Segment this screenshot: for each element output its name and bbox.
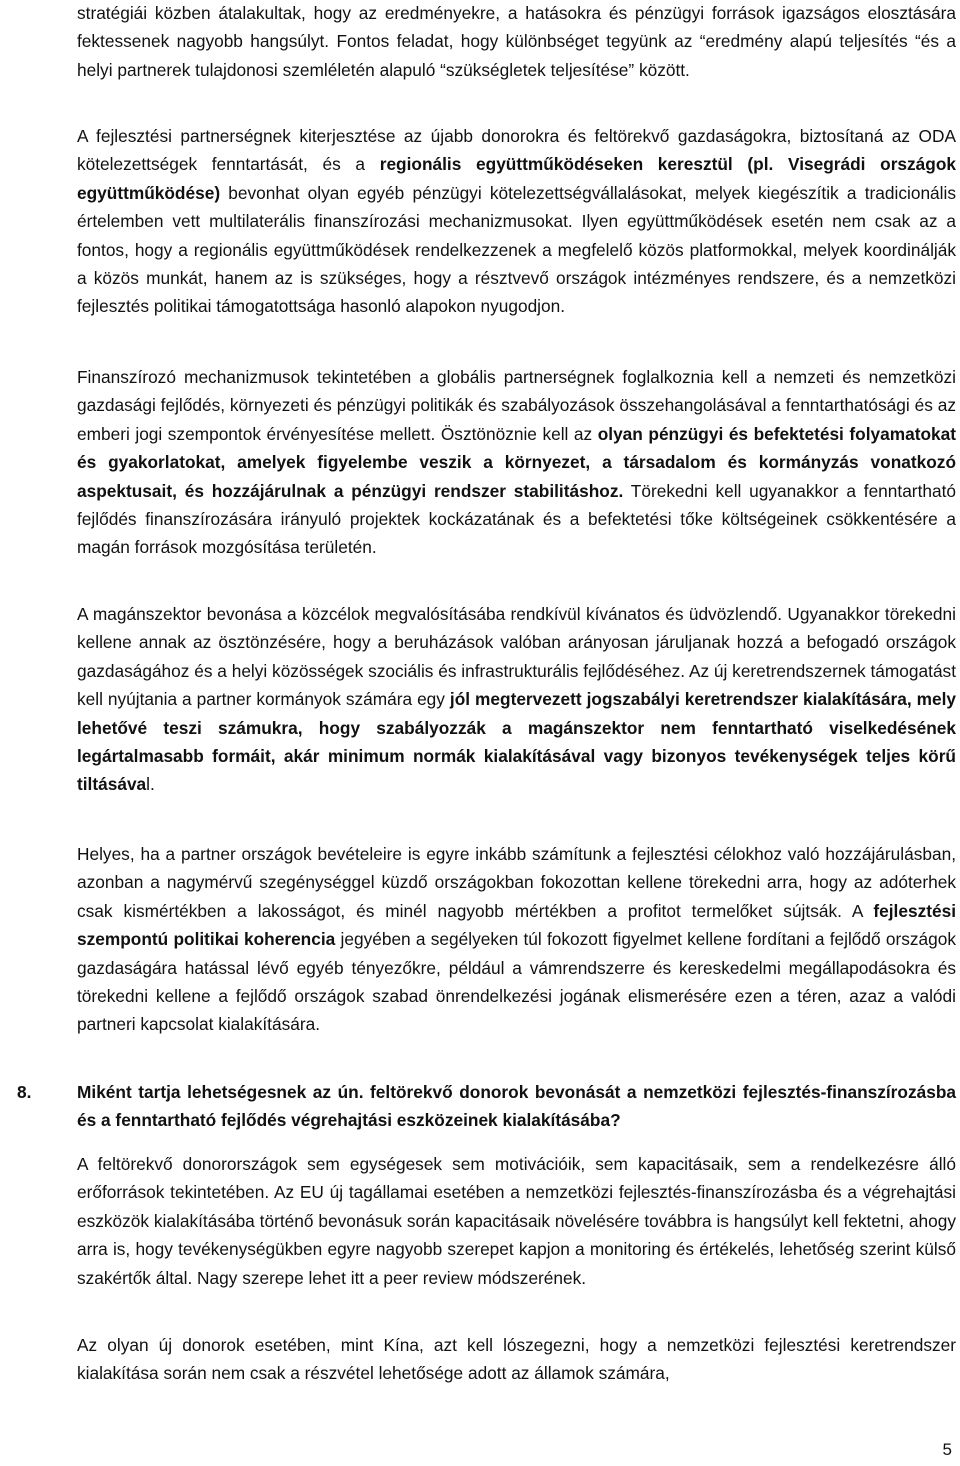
text-run: jegyében a segélyeken túl fokozott figyelmet kellene fordítani a fejlődő országok gazdaságára hatással lévő egyéb tényezőkre, például a vámrendszerre és kereskedelmi megállapodásokra és törekedni kellene a fejlődő országok szabad önrendelkezési jogának elismerésére ezen a téren, azaz a valódi partneri kapcsolat kialakítására.: [77, 929, 957, 1035]
paragraph-emerging-donors: A feltörekvő donorországok sem egységesek sem motivációik, sem kapacitásaik, sem a rendelkezésre álló erőforrások tekintetében. Az EU új tagállamai esetében a nemzetközi fejlesztés-finanszírozásba és a végrehajtási eszközök kialakításába történő bevonásuk során kapacitásaik növelésére továbbra is hangsúlyt kell fektetni, ahogy arra is, hogy tevékenységükben egyre nagyobb szerepet kapjon a monitoring és értékelés, lehetőség szerint külső szakértők által. Nagy szerepe lehet itt a peer review módszerének.: [77, 1154, 956, 1288]
paragraph-financing: [77, 363, 956, 562]
question-8: [17, 1078, 956, 1135]
question-text: Miként tartja lehetségesnek az ún. feltörekvő donorok bevonását a nemzetközi fejlesztés-finanszírozásba és a fenntartható fejlődés végrehajtási eszközeinek kialakításába?: [77, 1082, 956, 1131]
text-run: A fejlesztési partnerségnek kiterjesztése az újabb donorokra és feltörekvő gazdaságokra, biztosítaná az ODA kötelezettségek fenntartását, és a: [77, 126, 956, 175]
text-run: l.: [146, 774, 155, 795]
text-run: Törekedni kell ugyanakkor a fenntartható fejlődés finanszírozására irányuló projektek kockázatának és a befektetési tőke költségeinek csökkentésére a magán források mozgósítása területén.: [77, 480, 956, 558]
bold-text-run: olyan pénzügyi és befektetési folyamatokat és gyakorlatokat, amelyek figyelembe veszik a környezet, a társadalom és kormányzás vonatkozó aspektusait, és hozzájárulnak a pénzügyi rendszer stabilitáshoz.: [77, 423, 956, 501]
bold-text-run: fejlesztési szempontú politikai koherencia: [77, 900, 956, 950]
text-run: Finanszírozó mechanizmusok tekintetében a globális partnerségnek foglalkoznia kell a nemzeti és nemzetközi gazdasági fejlődés, környezeti és pénzügyi politikák és szabályozások összehangolásával a fenntarthatósági és az emberi jogi szempontok érvényesítése mellett. Ösztönöznie kell az: [77, 367, 956, 444]
page-number: 5: [942, 1440, 952, 1459]
question-number: 8.: [17, 1082, 32, 1102]
paragraph-intro: stratégiái közben átalakultak, hogy az eredményekre, a hatásokra és pénzügyi források igazságos elosztására fektessenek nagyobb hangsúlyt. Fontos feladat, hogy különbséget tegyünk az “eredmény alapú teljesítés “és a helyi partnerek tulajdonosi szemléletén alapuló “szükségletek teljesítése” között.: [77, 3, 956, 80]
paragraph-coherence: [77, 840, 956, 1039]
paragraph-partnership: [77, 122, 956, 321]
paragraph-china: Az olyan új donorok esetében, mint Kína, azt kell lószegezni, hogy a nemzetközi fejlesztési keretrendszer kialakítása során nem csak a részvétel lehetősége adott az államok számára,: [77, 1335, 956, 1384]
paragraph-private-sector: [77, 600, 956, 799]
text-run: Helyes, ha a partner országok bevételeire is egyre inkább számítunk a fejlesztési célokhoz való hozzájárulásban, azonban a nagymérvű szegénységgel küzdő országokban fokozottan kellene törekedni arra, hogy az adóterhek csak kismértékben a lakosságot, és minél nagyobb mértékben a profitot termelőket sújtsák. A: [77, 844, 956, 921]
text-run: A magánszektor bevonása a közcélok megvalósításába rendkívül kívánatos és üdvözlendő. Ugyanakkor törekedni kellene annak az ösztönzésére, hogy a beruházások valóban arányosan járuljanak hozzá a befogadó országok gazdaságához és a helyi közösségek szociális és infrastrukturális fejlődéséhez. Az új keretrendszernek támogatást kell nyújtania a partner kormányok számára egy: [77, 604, 956, 710]
bold-text-run: jól megtervezett jogszabályi keretrendszer kialakítására, mely lehetővé teszi számukra, hogy szabályozzák a magánszektor nem fenntartható viselkedésének legártalmasabb formáit, akár minimum normák kialakításával vagy bizonyos tevékenységek teljes körű tiltásáva: [77, 689, 956, 795]
text-run: bevonhat olyan egyéb pénzügyi kötelezettségvállalásokat, melyek kiegészítik a tradicionális értelemben vett multilaterális finanszírozási mechanizmusokat. Ilyen együttműködések esetén nem csak az a fontos, hogy a regionális együttműködések rendelkezzenek a megfelelő közös platformokkal, melyek koordinálják a közös munkát, hanem az is szükséges, hogy a résztvevő országok intézményes rendszere, és a nemzetközi fejlesztés politikai támogatottsága hasonló alapokon nyugodjon.: [77, 182, 956, 317]
bold-text-run: regionális együttműködéseken keresztül (pl. Visegrádi országok együttműködése): [77, 154, 957, 203]
